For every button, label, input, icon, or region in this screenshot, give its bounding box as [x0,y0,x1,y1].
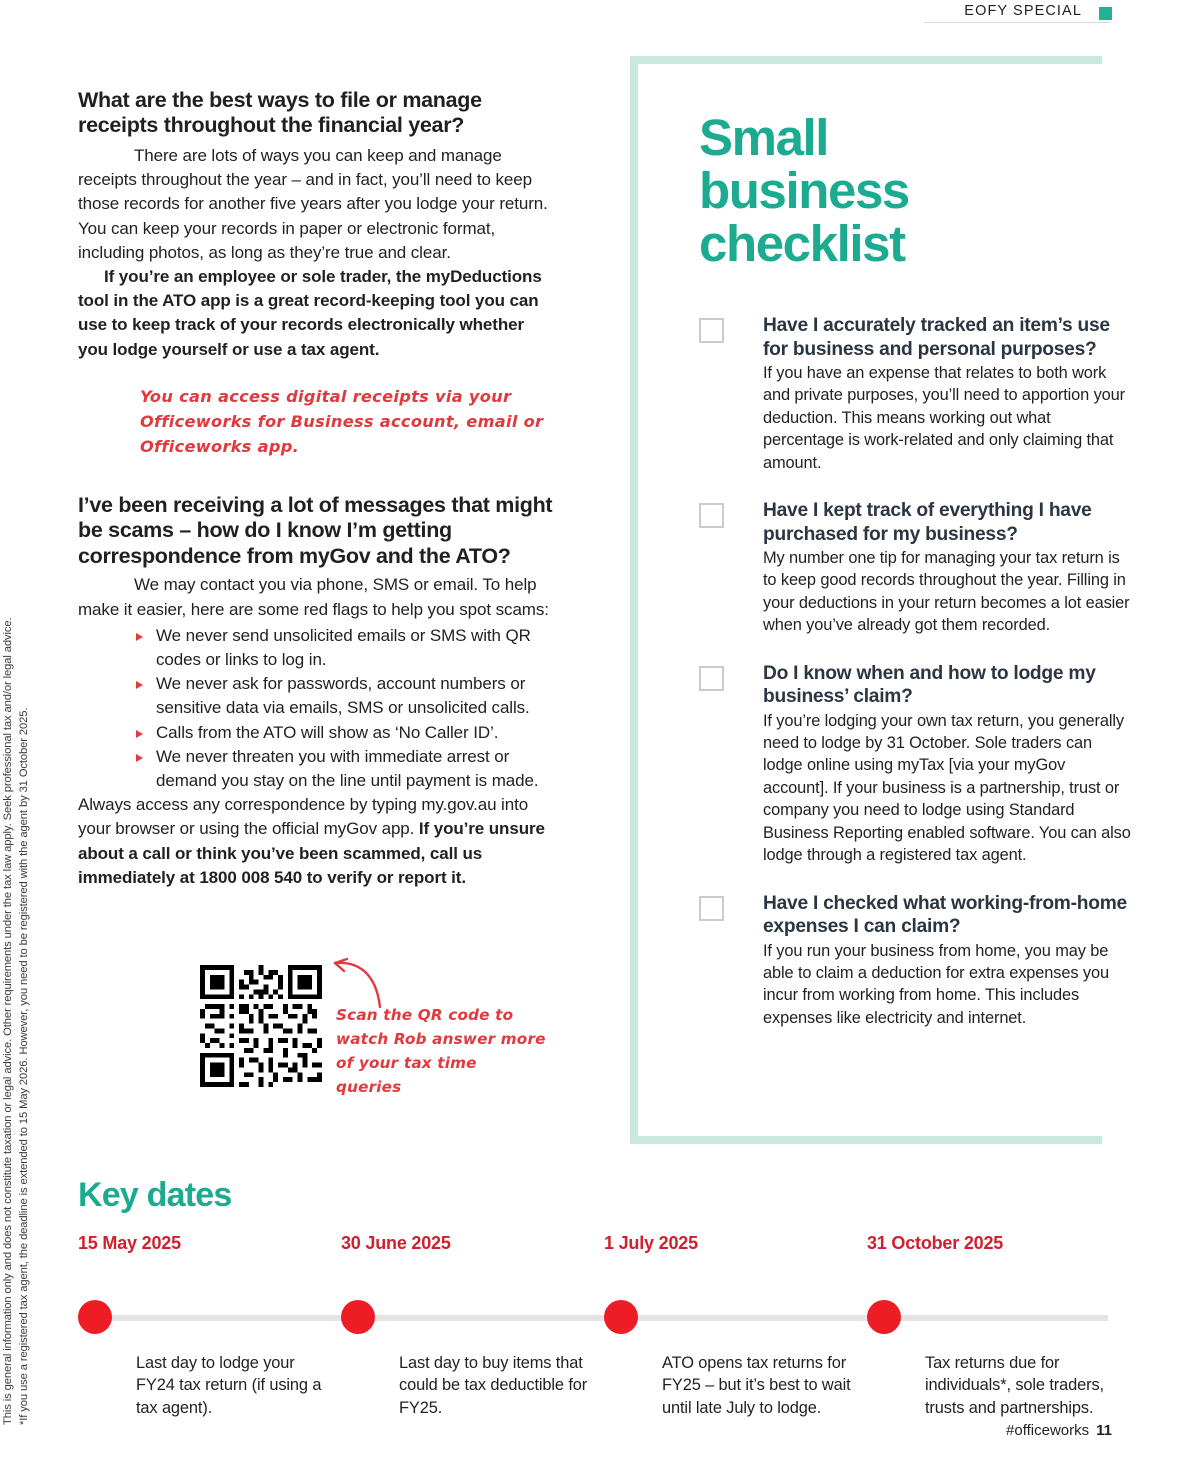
checklist-item[interactable] [699,314,1133,474]
q2-bold-text: If you’re unsure about a call or think you’ve been scammed, call us immediately at 1800 008 540 to verify or report it. [78,819,545,887]
legal-line-2: *If you use a registered tax agent, the deadline is extended to 15 May 2026. However, you need to be registered with the agent by 31 October 2025. [18,707,30,1425]
page-header [0,0,1200,34]
small-business-checklist-panel [630,56,1131,1144]
list-item: Calls from the ATO will show as ‘No Caller ID’. [134,721,558,745]
timeline-date: 31 October 2025 [867,1233,1004,1253]
header-rule [924,22,1110,23]
question-1-paragraph-2: If you’re an employee or sole trader, the myDeductions tool in the ATO app is a great record-keeping tool you can use to keep track of your records electronically whether you lodge yourself or use a tax agent. [78,267,542,359]
header-label: EOFY SPECIAL [964,3,1082,19]
key-dates-timeline [78,1232,1108,1462]
timeline-dot-icon [78,1300,112,1334]
timeline-date: 30 June 2025 [341,1233,451,1253]
checklist-item-body: If you’re lodging your own tax return, you generally need to lodge by 31 October. Sole traders can lodge online using myTax [via your myGov account]. If your business is a partnership, trust or company you need to lodge using Standard Business Reporting enabled software. You can also lodge through a registered tax agent. [763,711,1131,865]
page-footer [1006,1422,1112,1439]
timeline-milestone [341,1232,601,1417]
question-2-paragraph-1: We may contact you via phone, SMS or email. To help make it easier, here are some red flags to help you spot scams: [78,575,549,619]
checklist-item-heading: Do I know when and how to lodge my business’ claim? [763,662,1096,708]
header-accent-square-icon [1099,7,1112,20]
footer-hashtag: #officeworks [1006,1422,1090,1439]
scam-red-flags-list [78,624,558,793]
checklist-item-heading: Have I accurately tracked an item’s use for business and personal purposes? [763,315,1110,360]
timeline-description: Tax returns due for individuals*, sole traders, trusts and partnerships. [925,1354,1104,1417]
list-item: We never ask for passwords, account numbers or sensitive data via emails, SMS or unsolicited calls. [134,672,558,720]
key-dates-section [78,1176,1108,1462]
timeline-axis [78,1315,1108,1321]
checkbox-icon[interactable] [699,318,724,343]
timeline-description: Last day to buy items that could be tax deductible for FY25. [399,1354,588,1417]
question-1-paragraph-1: There are lots of ways you can keep and manage receipts throughout the year – and in fact, you’ll need to keep those records for another five years after you lodge your return. You can keep your records in paper or electronic format, including photos, as long as they’re true and clear. [78,146,548,262]
question-2-heading: I’ve been receiving a lot of messages that might be scams – how do I know I’m getting correspondence from myGov and the ATO? [78,492,553,568]
qr-code-icon[interactable] [200,965,322,1087]
article-column [78,88,558,890]
question-1-heading: What are the best ways to file or manage receipts throughout the financial year? [78,88,482,137]
qr-block [200,965,546,1096]
qr-instruction-note: Scan the QR code to watch Rob answer more of your tax time queries [336,1006,546,1096]
timeline-dot-icon [604,1300,638,1334]
timeline-dot-icon [341,1300,375,1334]
timeline-milestone [78,1232,338,1417]
timeline-description: Last day to lodge your FY24 tax return (if using a tax agent). [136,1354,322,1417]
list-item: We never threaten you with immediate arrest or demand you stay on the line until payment is made. [134,745,558,793]
timeline-date: 1 July 2025 [604,1233,698,1253]
officeworks-handwritten-note: You can access digital receipts via your Officeworks for Business account, email or Officeworks app. [140,386,544,456]
checklist-item-body: My number one tip for managing your tax return is to keep good records throughout the year. Filling in your deductions in your return becomes a lot easier when you’ve already got them recorded. [763,549,1130,635]
timeline-description: ATO opens tax returns for FY25 – but it’s best to wait until late July to lodge. [662,1354,851,1417]
legal-disclaimer-vertical [0,0,34,1425]
checkbox-icon[interactable] [699,896,724,921]
checklist-item[interactable] [699,499,1133,637]
question-2-paragraph-2 [78,793,558,890]
page-number: 11 [1096,1422,1112,1439]
timeline-dot-icon [867,1300,901,1334]
list-item: We never send unsolicited emails or SMS with QR codes or links to log in. [134,624,558,672]
checklist-item-body: If you have an expense that relates to both work and private purposes, you’ll need to apportion your deduction. This means working out what percentage is work-related and only claiming that amount. [763,364,1125,472]
checklist-item-heading: Have I checked what working-from-home expenses I can claim? [763,892,1127,937]
timeline-milestone [604,1232,864,1417]
legal-line-1: This is general information only and does not constitute taxation or legal advice. Other requirements under the tax law apply. Seek professional tax and/or legal advice. [2,617,14,1425]
checklist-item-heading: Have I kept track of everything I have purchased for my business? [763,500,1092,545]
timeline-date: 15 May 2025 [78,1233,181,1253]
checkbox-icon[interactable] [699,503,724,528]
checklist-title: Small business checklist [699,109,909,272]
checklist-item-body: If you run your business from home, you may be able to claim a deduction for extra expenses you incur from working from home. This includes expenses like electricity and internet. [763,941,1109,1027]
key-dates-title: Key dates [78,1176,232,1214]
checklist-item[interactable] [699,662,1133,867]
q2-plain-text: Always access any correspondence by typing my.gov.au into your browser or using the official myGov app. [78,795,529,839]
checklist-item[interactable] [699,892,1133,1030]
checklist-items [699,314,1131,1029]
checkbox-icon[interactable] [699,666,724,691]
timeline-milestone [867,1232,1127,1417]
